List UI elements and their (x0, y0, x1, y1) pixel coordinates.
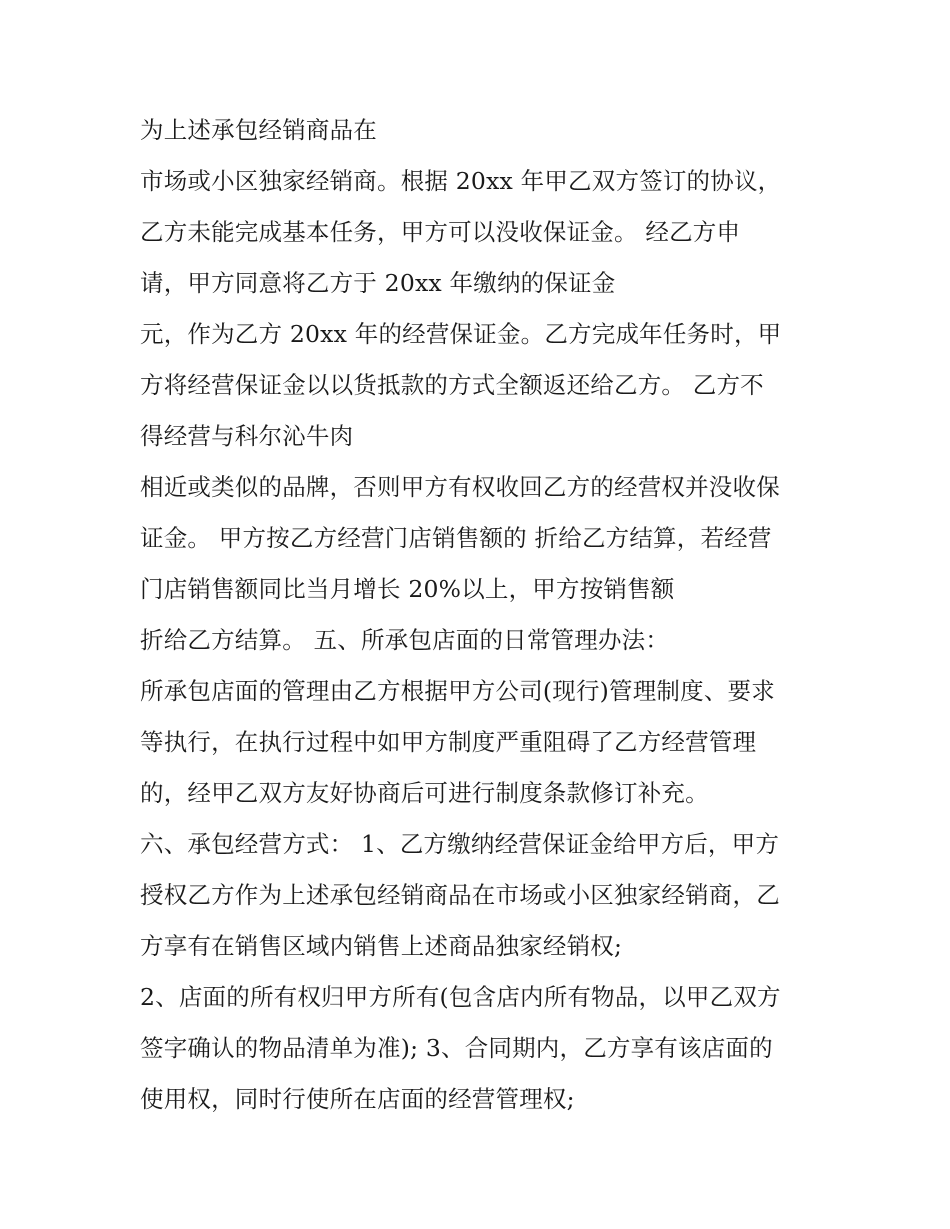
text-line: 2、店面的所有权归甲方所有(包含店内所有物品，以甲乙双方 (140, 983, 781, 1011)
text-line: 的，经甲乙双方友好协商后可进行制度条款修订补充。 (140, 779, 709, 807)
contract-text-body (140, 108, 830, 1128)
text-line: 授权乙方作为上述承包经销商品在市场或小区独家经销商，乙 (140, 881, 780, 909)
text-line: 市场或小区独家经销商。根据 20xx 年甲乙双方签订的协议， (140, 167, 782, 195)
text-line: 乙方未能完成基本任务，甲方可以没收保证金。 经乙方申 (140, 218, 741, 246)
text-line: 相近或类似的品牌，否则甲方有权收回乙方的经营权并没收保 (140, 473, 780, 501)
text-line: 方享有在销售区域内销售上述商品独家经销权; (140, 932, 623, 960)
text-line: 证金。 甲方按乙方经营门店销售额的 折给乙方结算，若经营 (140, 524, 772, 552)
text-line: 使用权，同时行使所在店面的经营管理权; (140, 1085, 575, 1113)
text-line: 得经营与科尔沁牛肉 (140, 422, 354, 450)
text-line: 等执行，在执行过程中如甲方制度严重阻碍了乙方经营管理 (140, 728, 757, 756)
text-line: 为上述承包经销商品在 (140, 116, 377, 144)
text-line: 方将经营保证金以以货抵款的方式全额返还给乙方。 乙方不 (140, 371, 764, 399)
text-line: 请，甲方同意将乙方于 20xx 年缴纳的保证金 (140, 269, 616, 297)
text-line: 折给乙方结算。 五、所承包店面的日常管理办法： (140, 626, 670, 654)
text-line: 签字确认的物品清单为准); 3、合同期内，乙方享有该店面的 (140, 1034, 773, 1062)
text-line: 门店销售额同比当月增长 20%以上，甲方按销售额 (140, 575, 675, 603)
text-line: 元，作为乙方 20xx 年的经营保证金。乙方完成年任务时，甲 (140, 320, 782, 348)
text-line: 六、承包经营方式： 1、乙方缴纳经营保证金给甲方后，甲方 (140, 830, 780, 858)
text-line: 所承包店面的管理由乙方根据甲方公司(现行)管理制度、要求 (140, 677, 775, 705)
